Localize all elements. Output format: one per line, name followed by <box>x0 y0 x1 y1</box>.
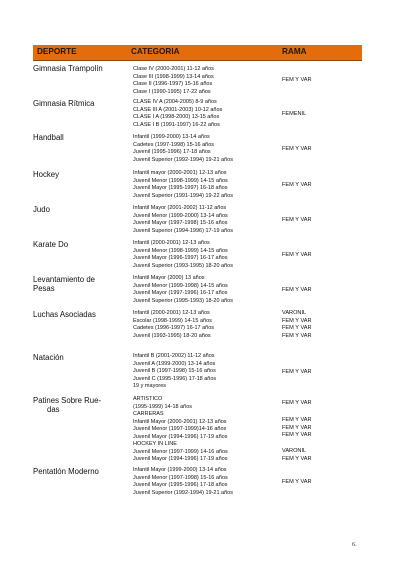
table-row-sport <box>33 275 95 293</box>
sport-name: das <box>47 405 60 414</box>
category-line: Juvenil Menor (1997-1999)14-16 años <box>133 426 227 432</box>
rama-line: FEM Y VAR <box>282 332 312 339</box>
sport-name: Handball <box>33 133 64 142</box>
table-row-categories <box>133 310 214 340</box>
category-line: Juvenil Menor (1999-2000) 13-14 años <box>133 212 228 219</box>
category-line: CLASE I B (1991-1997) 16-22 años <box>133 121 220 128</box>
table-row-rama <box>282 146 312 154</box>
category-line: Juvenil Superior (1995-1993) 18-20 años <box>133 297 233 304</box>
category-line: Clase III (1998-1999) 13-14 años <box>133 73 214 80</box>
table-row-rama <box>282 77 312 85</box>
table-row-sport <box>33 240 68 249</box>
category-line: Juvenil Mayor (1997-1998) 15-16 años <box>133 220 228 226</box>
table-row-categories <box>133 170 233 200</box>
table-row-sport <box>33 205 50 214</box>
category-line: Juvenil Mayor (1995-1997) 16-18 años <box>133 185 228 191</box>
rama-line: FEM Y VAR <box>282 77 312 83</box>
category-line: Escolar (1998-1999) 14-15 años <box>133 317 212 324</box>
rama-line: FEM Y VAR <box>282 369 312 375</box>
table-row-rama <box>282 310 312 340</box>
category-line: Juvenil Superior (1991-1994) 19-22 años <box>133 192 233 199</box>
header-rama: RAMA <box>282 47 307 56</box>
category-line: Juvenil A (1999-2000) 13-14 años <box>133 360 216 367</box>
category-line: Juvenil Mayor (1997-1996) 16-17 años <box>133 290 228 296</box>
category-line: Infantil Mayor (2001-2002) 11-12 años <box>133 205 227 211</box>
category-line: CLASE III A (2001-2003) 10-12 años <box>133 106 223 113</box>
rama-line: FEM Y VAR <box>282 432 312 438</box>
table-row-categories <box>133 99 222 129</box>
table-row-rama <box>282 252 312 260</box>
table-row-sport <box>33 99 95 108</box>
rama-line: FEM Y VAR <box>282 424 312 431</box>
table-row-rama <box>282 417 312 440</box>
header-deporte: DEPORTE <box>37 47 77 56</box>
rama-line: FEM Y VAR <box>282 217 312 223</box>
category-line: (1995-1999) 14-18 años <box>133 403 193 410</box>
table-row-sport <box>33 133 64 142</box>
header-categoria: CATEGORIA <box>131 47 180 56</box>
rama-line: VARONIL <box>282 448 307 454</box>
page-number: 6. <box>352 541 357 548</box>
category-line: Infantil (2000-2001) 12-13 años <box>133 310 210 316</box>
table-row-rama <box>282 448 312 463</box>
table-row-rama <box>282 287 312 295</box>
sport-name: Hockey <box>33 170 59 179</box>
category-line: Juvenil B (1997-1998) 15-16 años <box>133 368 216 374</box>
table-row-categories <box>133 275 233 305</box>
category-line: Juvenil C (1995-1996) 17-18 años <box>133 375 217 382</box>
table-row-categories <box>133 353 216 391</box>
rama-line: FEM Y VAR <box>282 479 312 485</box>
sport-name: Karate Do <box>33 240 69 249</box>
table-row-categories <box>133 134 233 164</box>
category-line: Juvenil (1995-1996) 17-18 años <box>133 149 211 155</box>
sport-name: Patines Sobre Rue- <box>33 396 102 405</box>
category-line: CARRERAS <box>133 411 164 417</box>
sport-name: Levantamiento de <box>33 275 95 284</box>
rama-line: FEM Y VAR <box>282 417 312 423</box>
table-row-sport <box>33 310 96 319</box>
table-header <box>33 45 362 61</box>
table-row-categories <box>133 66 214 96</box>
rama-line: FEM Y VAR <box>282 182 312 188</box>
rama-line: FEM Y VAR <box>282 252 312 258</box>
category-line: Juvenil Menor (1997-1999) 14-16 años <box>133 448 228 455</box>
rama-line: FEM Y VAR <box>282 317 312 324</box>
sport-name: Luchas Asociadas <box>33 310 96 319</box>
sport-name: Gimnasia Trampolín <box>33 64 103 73</box>
category-line: CLASE I A (1998-2000) 13-15 años <box>133 114 220 120</box>
rama-line: FEM Y VAR <box>282 400 312 406</box>
category-line: Cadetes (1996-1997) 16-17 años <box>133 325 215 331</box>
category-line: CLASE IV A (2004-2005) 8-9 años <box>133 99 217 105</box>
category-line: Clase I (1990-1995) 17-22 años <box>133 88 211 95</box>
category-line: Juvenil Menor (1998-1999) 14-15 años <box>133 177 228 184</box>
table-row-sport <box>33 64 103 73</box>
table-row-rama <box>282 479 312 487</box>
category-line: Infantil mayor (2000-2001) 12-13 años <box>133 170 227 176</box>
table-row-sport <box>33 170 59 179</box>
rama-line: VARONIL <box>282 310 307 316</box>
category-line: ARTISTICO <box>133 396 163 402</box>
category-line: Juvenil Superior (1993-1995) 18-20 años <box>133 262 233 269</box>
table-row-rama <box>282 182 312 190</box>
category-line: Juvenil Superior (1994-1996) 17-19 años <box>133 227 233 234</box>
rama-line: FEMENIL <box>282 111 307 117</box>
sport-name: Judo <box>33 205 50 214</box>
category-line: Clase IV (2000-2001) 11-12 años <box>133 66 214 72</box>
category-line: Infantil Mayor (1999-2000) 13-14 años <box>133 467 227 473</box>
table-row-categories <box>133 205 233 235</box>
table-row-categories <box>133 467 233 497</box>
table-row-sport <box>33 396 101 414</box>
table-row-categories <box>133 396 228 464</box>
table-row-sport <box>33 467 99 476</box>
table-row-rama <box>282 369 312 377</box>
category-line: Clase II (1996-1997) 15-16 años <box>133 81 213 87</box>
rama-line: FEM Y VAR <box>282 455 312 462</box>
sport-name: Gimnasia Rítmica <box>33 99 95 108</box>
sport-name: Natación <box>33 353 64 362</box>
table-row-rama <box>282 217 312 225</box>
category-line: Juvenil Superior (1992-1994) 19-21 años <box>133 489 233 496</box>
category-line: Cadetes (1997-1998) 15-16 años <box>133 141 215 148</box>
category-line: Juvenil Mayor (1994-1996) 17-19 años <box>133 433 228 440</box>
category-line: 19 y mayores <box>133 383 167 389</box>
category-line: Infantil B (2001-2002) 11-12 años <box>133 353 215 359</box>
rama-line: FEM Y VAR <box>282 287 312 293</box>
category-line: Infantil (2000-2001) 12-13 años <box>133 240 210 246</box>
category-line: Juvenil Menor (1998-1999) 14-15 años <box>133 247 228 254</box>
category-line: Infantil (1999-2000) 13-14 años <box>133 134 210 140</box>
table-row-rama <box>282 111 306 119</box>
category-line: Infantil Mayor (2000) 13 años <box>133 275 205 281</box>
category-line: Juvenil Menor (1999-1998) 14-15 años <box>133 282 228 289</box>
category-line: Infantil Mayor (2000-2001) 12-13 años <box>133 418 227 425</box>
category-line: Juvenil Superior (1992-1994) 19-21 años <box>133 156 233 163</box>
table-row-sport <box>33 353 64 362</box>
rama-line: FEM Y VAR <box>282 325 312 331</box>
category-line: Juvenil Mayor (1994-1996) 17-19 años <box>133 456 228 462</box>
sport-name: Pentatlón Moderno <box>33 467 99 476</box>
category-line: Juvenil Mayor (1995-1996) 17-18 años <box>133 482 228 488</box>
category-line: Juvenil (1993-1995) 18-20 años <box>133 332 211 339</box>
rama-line: FEM Y VAR <box>282 146 312 152</box>
category-line: HOCKEY IN LINE <box>133 441 177 447</box>
category-line: Juvenil Mayor (1996-1997) 16-17 años <box>133 255 228 261</box>
sport-name: Pesas <box>33 284 55 293</box>
category-line: Juvenil Menor (1997-1998) 15-16 años <box>133 474 228 481</box>
table-row-categories <box>133 240 233 270</box>
table-row-rama <box>282 400 312 408</box>
